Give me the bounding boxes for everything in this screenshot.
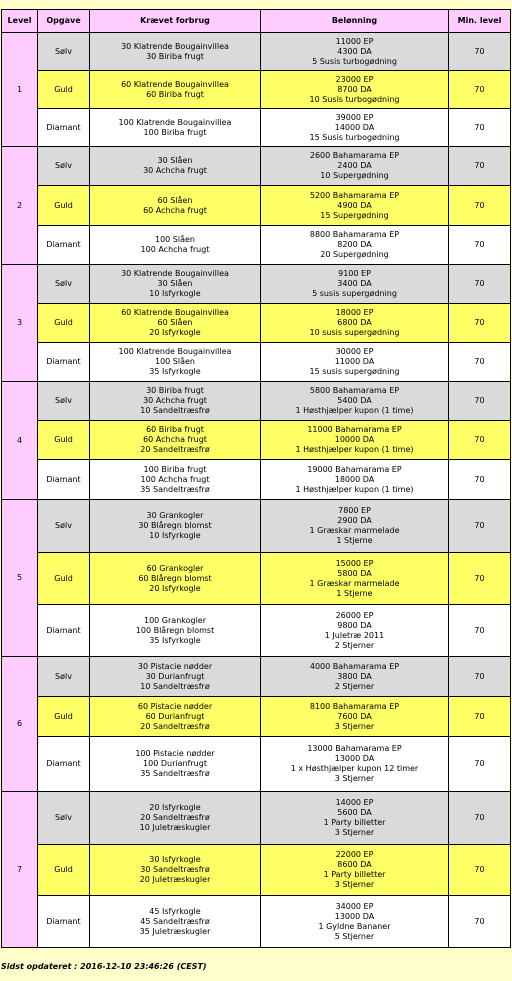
level-cell: 5 [2, 500, 38, 657]
belonning-cell-line: 18000 DA [334, 474, 375, 484]
forbrug-cell [90, 697, 261, 737]
forbrug-cell-line: 20 Sandeltræsfrø [140, 813, 210, 822]
min-level-cell: 70 [449, 697, 511, 737]
belonning-cell-line: 34000 EP [335, 901, 374, 911]
table-row [2, 265, 511, 304]
forbrug-cell [90, 421, 261, 460]
forbrug-cell-line: 35 Sandeltræsfrø [140, 769, 210, 778]
belonning-cell-line: 11000 DA [334, 357, 375, 366]
opgave-cell: Diamant [38, 605, 90, 657]
forbrug-cell-line: 20 Juletræskugler [139, 875, 211, 884]
belonning-cell-line: 1 Stjerne [336, 588, 373, 598]
belonning-cell-line: 9100 EP [338, 269, 371, 278]
belonning-cell-line: 3 Stjerner [334, 774, 375, 783]
min-level-cell: 70 [449, 71, 511, 109]
min-level-cell: 70 [449, 343, 511, 382]
forbrug-cell-line: 30 Blåregn blomst [138, 521, 212, 530]
belonning-cell-line: 3 Stjerner [334, 721, 375, 731]
table-row [2, 657, 511, 697]
forbrug-cell-line: 100 Achcha frugt [140, 474, 210, 484]
forbrug-cell-line: 60 Slåen [157, 318, 193, 327]
belonning-cell-line: 11000 EP [335, 36, 374, 46]
belonning-cell-line: 23000 EP [335, 74, 374, 84]
table-row [2, 421, 511, 460]
belonning-cell-line: 2600 Bahamarama EP [309, 151, 400, 160]
belonning-cell [261, 460, 449, 500]
table-row [2, 737, 511, 792]
opgave-cell: Guld [38, 71, 90, 109]
table-row [2, 147, 511, 186]
header-forbrug: Krævet forbrug [90, 10, 261, 33]
belonning-cell [261, 697, 449, 737]
belonning-cell [261, 500, 449, 553]
forbrug-cell-line: 10 Sandeltræsfrø [140, 681, 210, 691]
belonning-cell-line: 2400 DA [337, 161, 372, 170]
forbrug-cell-line: 30 Sandeltræsfrø [140, 865, 210, 874]
min-level-cell: 70 [449, 657, 511, 697]
level-cell: 4 [2, 382, 38, 500]
belonning-cell-line: 3 Stjerner [334, 880, 375, 889]
belonning-cell-line: 5400 DA [337, 396, 372, 405]
forbrug-cell-line: 30 Grankogler [146, 511, 204, 520]
belonning-cell-line: 2900 DA [337, 516, 372, 525]
forbrug-cell-line: 30 Biriba frugt [146, 386, 204, 395]
forbrug-cell-line: 100 Slåen [154, 235, 195, 244]
forbrug-cell-line: 100 Klatrende Bougainvillea [118, 347, 232, 356]
belonning-cell-line: 7800 EP [338, 506, 371, 515]
forbrug-cell-line: 35 Sandeltræsfrø [140, 484, 210, 494]
forbrug-cell-line: 60 Achcha frugt [143, 435, 207, 444]
forbrug-cell-line: 10 Sandeltræsfrø [140, 406, 210, 415]
belonning-cell-line: 7600 DA [337, 711, 372, 721]
belonning-cell-line: 26000 EP [335, 610, 374, 620]
belonning-cell-line: 10 susis supergødning [309, 328, 400, 337]
belonning-cell [261, 304, 449, 343]
forbrug-cell-line: 60 Blåregn blomst [138, 573, 212, 583]
min-level-cell: 70 [449, 737, 511, 792]
belonning-cell [261, 792, 449, 845]
forbrug-cell-line: 30 Isfyrkogle [149, 855, 201, 864]
belonning-cell-line: 5600 DA [337, 808, 372, 817]
min-level-cell: 70 [449, 382, 511, 421]
table-row [2, 553, 511, 605]
belonning-cell-line: 5 susis supergødning [312, 289, 397, 298]
min-level-cell: 70 [449, 147, 511, 186]
forbrug-cell-line: 100 Durianfrugt [143, 759, 207, 768]
forbrug-cell-line: 20 Isfyrkogle [149, 328, 201, 337]
opgave-cell: Guld [38, 553, 90, 605]
table-body [2, 33, 511, 948]
opgave-cell: Sølv [38, 382, 90, 421]
forbrug-cell-line: 10 Isfyrkogle [149, 289, 201, 298]
opgave-cell: Diamant [38, 737, 90, 792]
belonning-cell [261, 382, 449, 421]
belonning-cell [261, 553, 449, 605]
belonning-cell-line: 1 Stjerne [336, 536, 373, 545]
forbrug-cell-line: 100 Slåen [154, 357, 195, 366]
forbrug-cell-line: 10 Isfyrkogle [149, 531, 201, 540]
table-row [2, 109, 511, 147]
forbrug-cell [90, 186, 261, 226]
belonning-cell-line: 10 Susis turbogødning [309, 94, 400, 104]
table-row [2, 845, 511, 896]
forbrug-cell [90, 304, 261, 343]
belonning-cell-line: 2 Stjerner [334, 640, 375, 650]
forbrug-cell-line: 35 Isfyrkogle [149, 635, 201, 645]
belonning-cell-line: 1 x Høsthjælper kupon 12 timer [290, 764, 419, 773]
belonning-cell-line: 14000 EP [335, 798, 374, 807]
opgave-cell: Guld [38, 421, 90, 460]
forbrug-cell-line: 20 Isfyrkogle [149, 803, 201, 812]
forbrug-cell [90, 845, 261, 896]
forbrug-cell-line: 30 Slåen [157, 156, 193, 165]
belonning-cell [261, 147, 449, 186]
belonning-cell-line: 2 Stjerner [334, 681, 375, 691]
belonning-cell-line: 15 Supergødning [320, 210, 389, 220]
belonning-cell-line: 4300 DA [337, 46, 372, 56]
forbrug-cell-line: 20 Isfyrkogle [149, 583, 201, 593]
forbrug-cell-line: 20 Sandeltræsfrø [140, 445, 210, 454]
forbrug-cell-line: 30 Biriba frugt [146, 51, 204, 61]
min-level-cell: 70 [449, 605, 511, 657]
belonning-cell-line: 1 Høsthjælper kupon (1 time) [295, 406, 414, 415]
forbrug-cell-line: 30 Klatrende Bougainvillea [121, 41, 229, 51]
forbrug-cell-line: 35 Juletræskugler [139, 926, 211, 936]
opgave-cell: Diamant [38, 226, 90, 265]
header-row [2, 10, 511, 33]
belonning-cell [261, 421, 449, 460]
header-level: Level [2, 10, 38, 33]
forbrug-cell-line: 30 Slåen [157, 279, 193, 288]
forbrug-cell-line: 60 Grankogler [146, 563, 204, 573]
belonning-cell [261, 737, 449, 792]
belonning-cell [261, 226, 449, 265]
forbrug-cell-line: 60 Achcha frugt [143, 205, 207, 215]
opgave-cell: Guld [38, 845, 90, 896]
forbrug-cell-line: 30 Achcha frugt [143, 166, 207, 175]
belonning-cell-line: 15 susis supergødning [309, 367, 400, 376]
forbrug-cell [90, 605, 261, 657]
header-min-level: Min. level [449, 10, 511, 33]
min-level-cell: 70 [449, 845, 511, 896]
forbrug-cell [90, 460, 261, 500]
forbrug-cell [90, 737, 261, 792]
forbrug-cell [90, 265, 261, 304]
table-row [2, 500, 511, 553]
opgave-cell: Sølv [38, 500, 90, 553]
forbrug-cell-line: 60 Slåen [157, 195, 193, 205]
forbrug-cell-line: 45 Sandeltræsfrø [140, 916, 210, 926]
forbrug-cell-line: 100 Grankogler [143, 615, 207, 625]
min-level-cell: 70 [449, 896, 511, 948]
forbrug-cell-line: 45 Isfyrkogle [149, 906, 201, 916]
belonning-cell-line: 1 Juletræ 2011 [324, 630, 385, 640]
belonning-cell-line: 8200 DA [337, 240, 372, 249]
belonning-cell-line: 18000 EP [335, 308, 374, 317]
belonning-cell-line: 8100 Bahamarama EP [309, 701, 400, 711]
belonning-cell-line: 4900 DA [337, 200, 372, 210]
opgave-cell: Diamant [38, 343, 90, 382]
forbrug-cell [90, 226, 261, 265]
forbrug-cell [90, 109, 261, 147]
forbrug-cell [90, 657, 261, 697]
belonning-cell-line: 11000 Bahamarama EP [307, 425, 402, 434]
forbrug-cell-line: 100 Blåregn blomst [135, 625, 215, 635]
forbrug-cell-line: 100 Biriba frugt [143, 464, 207, 474]
belonning-cell [261, 657, 449, 697]
forbrug-cell-line: 60 Pistacie nødder [137, 701, 213, 711]
opgave-cell: Diamant [38, 896, 90, 948]
belonning-cell [261, 605, 449, 657]
belonning-cell-line: 1 Gyldne Bananer [318, 921, 391, 931]
belonning-cell [261, 71, 449, 109]
forbrug-cell-line: 100 Pistacie nødder [135, 749, 215, 758]
forbrug-cell-line: 100 Achcha frugt [140, 245, 210, 254]
opgave-cell: Sølv [38, 265, 90, 304]
belonning-cell-line: 4000 Bahamarama EP [309, 661, 400, 671]
belonning-cell-line: 15 Susis turbogødning [309, 132, 400, 142]
belonning-cell-line: 6800 DA [337, 318, 372, 327]
belonning-cell-line: 1 Høsthjælper kupon (1 time) [295, 445, 414, 454]
belonning-cell [261, 343, 449, 382]
belonning-cell-line: 9800 DA [337, 620, 372, 630]
forbrug-cell [90, 71, 261, 109]
forbrug-cell [90, 500, 261, 553]
belonning-cell-line: 22000 EP [335, 850, 374, 859]
table-row [2, 343, 511, 382]
table-row [2, 460, 511, 500]
belonning-cell-line: 3400 DA [337, 279, 372, 288]
belonning-cell-line: 8600 DA [337, 860, 372, 869]
table-row [2, 605, 511, 657]
belonning-cell-line: 5 Stjerner [334, 931, 375, 941]
quest-table [1, 9, 511, 948]
level-cell: 6 [2, 657, 38, 792]
table-row [2, 33, 511, 71]
opgave-cell: Guld [38, 304, 90, 343]
table-row [2, 71, 511, 109]
belonning-cell-line: 39000 EP [335, 112, 374, 122]
belonning-cell-line: 1 Høsthjælper kupon (1 time) [295, 484, 414, 494]
belonning-cell-line: 8800 Bahamarama EP [309, 230, 400, 239]
belonning-cell-line: 14000 DA [334, 122, 375, 132]
last-updated: Sidst opdateret : 2016-12-10 23:46:26 (CEST) [1, 962, 207, 971]
belonning-cell [261, 33, 449, 71]
min-level-cell: 70 [449, 109, 511, 147]
belonning-cell-line: 13000 DA [334, 911, 375, 921]
belonning-cell-line: 20 Supergødning [320, 250, 389, 259]
belonning-cell-line: 1 Party billetter [323, 870, 386, 879]
belonning-cell-line: 5800 DA [337, 568, 372, 578]
forbrug-cell-line: 10 Juletræskugler [139, 823, 211, 832]
level-cell: 7 [2, 792, 38, 948]
min-level-cell: 70 [449, 265, 511, 304]
opgave-cell: Guld [38, 697, 90, 737]
forbrug-cell [90, 792, 261, 845]
min-level-cell: 70 [449, 421, 511, 460]
min-level-cell: 70 [449, 304, 511, 343]
belonning-cell-line: 1 Græskar marmelade [309, 526, 400, 535]
table-row [2, 304, 511, 343]
opgave-cell: Diamant [38, 109, 90, 147]
forbrug-cell-line: 30 Achcha frugt [143, 396, 207, 405]
opgave-cell: Sølv [38, 147, 90, 186]
min-level-cell: 70 [449, 226, 511, 265]
belonning-cell-line: 1 Græskar marmelade [309, 578, 400, 588]
belonning-cell-line: 10 Supergødning [320, 171, 389, 180]
min-level-cell: 70 [449, 460, 511, 500]
belonning-cell-line: 13000 Bahamarama EP [307, 744, 402, 753]
min-level-cell: 70 [449, 500, 511, 553]
belonning-cell-line: 1 Party billetter [323, 818, 386, 827]
forbrug-cell-line: 100 Biriba frugt [143, 127, 207, 137]
belonning-cell-line: 3800 DA [337, 671, 372, 681]
opgave-cell: Sølv [38, 792, 90, 845]
forbrug-cell-line: 60 Klatrende Bougainvillea [121, 79, 229, 89]
forbrug-cell [90, 896, 261, 948]
forbrug-cell-line: 30 Pistacie nødder [137, 661, 213, 671]
belonning-cell [261, 896, 449, 948]
table-row [2, 186, 511, 226]
header-opgave: Opgave [38, 10, 90, 33]
forbrug-cell-line: 20 Sandeltræsfrø [140, 721, 210, 731]
forbrug-cell-line: 60 Klatrende Bougainvillea [121, 308, 229, 317]
opgave-cell: Diamant [38, 460, 90, 500]
belonning-cell [261, 265, 449, 304]
min-level-cell: 70 [449, 186, 511, 226]
belonning-cell-line: 8700 DA [337, 84, 372, 94]
belonning-cell-line: 5200 Bahamarama EP [309, 190, 400, 200]
forbrug-cell [90, 343, 261, 382]
forbrug-cell [90, 33, 261, 71]
belonning-cell-line: 19000 Bahamarama EP [307, 464, 402, 474]
belonning-cell [261, 109, 449, 147]
forbrug-cell-line: 60 Durianfrugt [145, 711, 205, 721]
belonning-cell-line: 3 Stjerner [334, 828, 375, 837]
opgave-cell: Sølv [38, 33, 90, 71]
forbrug-cell-line: 30 Klatrende Bougainvillea [121, 269, 229, 278]
forbrug-cell-line: 60 Biriba frugt [146, 425, 204, 434]
table-row [2, 226, 511, 265]
belonning-cell-line: 5 Susis turbogødning [312, 56, 397, 66]
table-row [2, 896, 511, 948]
table-row [2, 697, 511, 737]
belonning-cell-line: 15000 EP [335, 558, 374, 568]
table-row [2, 792, 511, 845]
forbrug-cell [90, 147, 261, 186]
forbrug-cell-line: 60 Biriba frugt [146, 89, 204, 99]
level-cell: 1 [2, 33, 38, 147]
belonning-cell-line: 5800 Bahamarama EP [309, 386, 400, 395]
min-level-cell: 70 [449, 553, 511, 605]
forbrug-cell [90, 382, 261, 421]
level-cell: 3 [2, 265, 38, 382]
level-cell: 2 [2, 147, 38, 265]
table-row [2, 382, 511, 421]
forbrug-cell [90, 553, 261, 605]
forbrug-cell-line: 100 Klatrende Bougainvillea [118, 117, 232, 127]
min-level-cell: 70 [449, 33, 511, 71]
belonning-cell-line: 30000 EP [335, 347, 374, 356]
min-level-cell: 70 [449, 792, 511, 845]
opgave-cell: Guld [38, 186, 90, 226]
forbrug-cell-line: 35 Isfyrkogle [149, 367, 201, 376]
belonning-cell [261, 845, 449, 896]
forbrug-cell-line: 30 Durianfrugt [145, 671, 205, 681]
belonning-cell-line: 10000 DA [334, 435, 375, 444]
belonning-cell-line: 13000 DA [334, 754, 375, 763]
opgave-cell: Sølv [38, 657, 90, 697]
belonning-cell [261, 186, 449, 226]
header-belonning: Belønning [261, 10, 449, 33]
